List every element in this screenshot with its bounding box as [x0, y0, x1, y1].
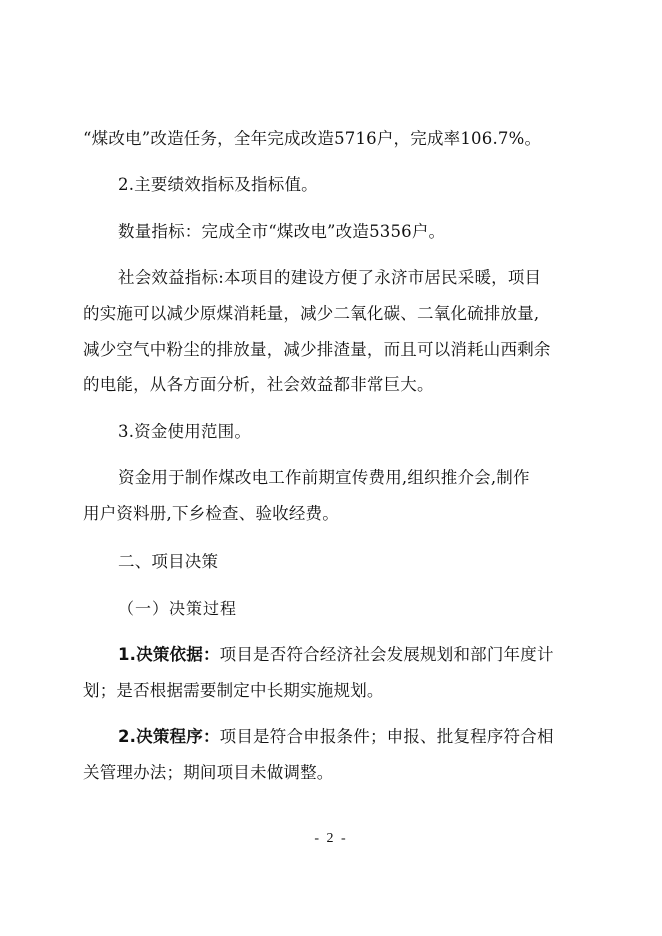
paragraph-line: 用户资料册,下乡检查、验收经费。	[83, 504, 339, 523]
paragraph-line: 资金用于制作煤改电工作前期宣传费用,组织推介会,制作	[118, 468, 530, 487]
page-number: - 2 -	[314, 831, 348, 846]
paragraph-line: 3.资金使用范围。	[118, 422, 252, 441]
paragraph-line: 关管理办法；期间项目未做调整。	[83, 763, 334, 782]
paragraph-line: 2.主要绩效指标及指标值。	[118, 175, 318, 194]
paragraph-text: 项目是否符合经济社会发展规划和部门年度计	[219, 645, 554, 664]
section-heading: 二、项目决策	[118, 552, 219, 571]
paragraph-line: 划；是否根据需要制定中长期实施规划。	[83, 681, 384, 700]
paragraph-line	[0, 726, 662, 748]
paragraph-line: 减少空气中粉尘的排放量，减少排渣量，而且可以消耗山西剩余	[83, 340, 551, 359]
paragraph-line: 社会效益指标:本项目的建设方便了永济市居民采暖，项目	[118, 268, 542, 287]
paragraph-label: 2.决策程序：	[118, 727, 220, 746]
paragraph-line	[0, 644, 662, 666]
paragraph-line: 数量指标：完成全市“煤改电”改造5356户。	[118, 222, 446, 241]
paragraph-line: 的实施可以减少原煤消耗量，减少二氧化碳、二氧化硫排放量,	[83, 304, 540, 323]
paragraph-label: 1.决策依据：	[118, 645, 220, 664]
sub-heading: （一）决策过程	[118, 599, 238, 618]
paragraph-line: 的电能，从各方面分析，社会效益都非常巨大。	[83, 375, 434, 394]
paragraph-text: 项目是符合申报条件；申报、批复程序符合相	[219, 727, 554, 746]
paragraph-line: “煤改电”改造任务，全年完成改造5716户，完成率106.7%。	[83, 129, 542, 148]
